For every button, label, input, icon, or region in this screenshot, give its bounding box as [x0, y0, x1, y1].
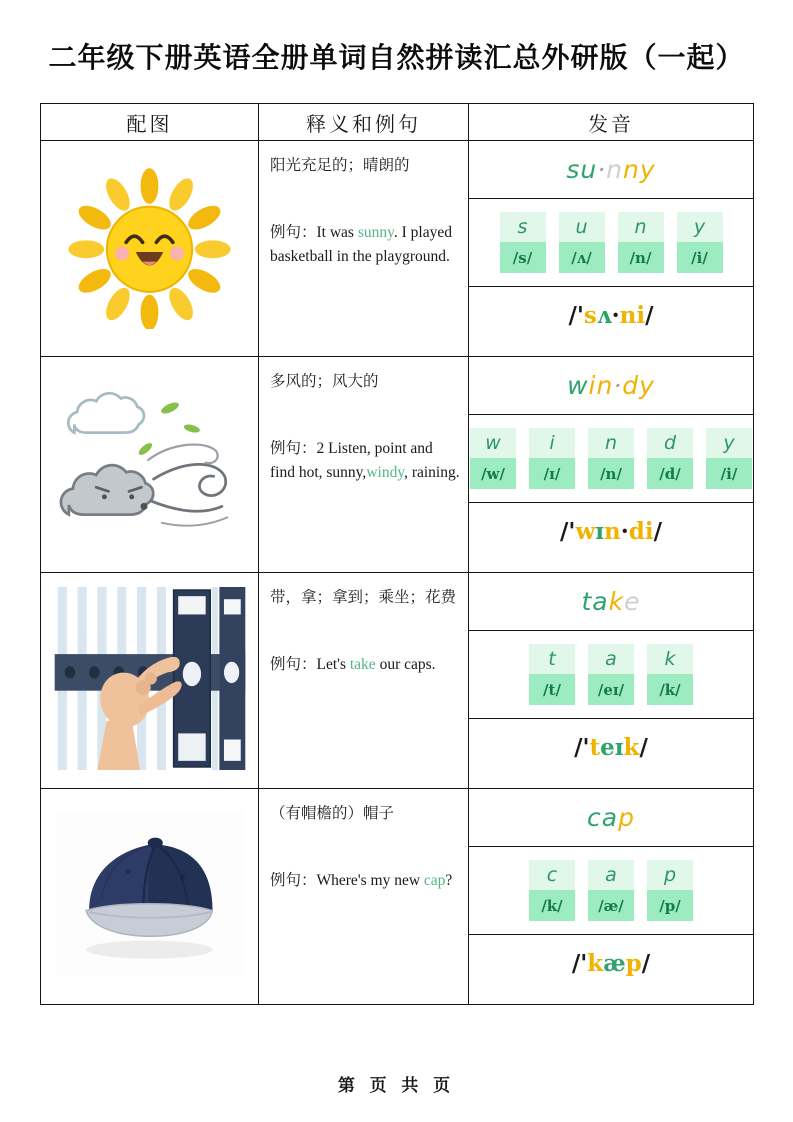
phoneme-block [500, 212, 546, 273]
illustration-cell [41, 141, 259, 357]
phoneme-letter: n [588, 428, 634, 458]
example-label: 例句： [270, 440, 317, 458]
phoneme-sound: /i/ [677, 242, 723, 273]
ipa-transcription: /' k æ p / [571, 949, 651, 977]
header-row [41, 104, 754, 141]
definition-cell [259, 573, 469, 789]
illustration-cell [41, 789, 259, 1005]
vocab-row [41, 573, 754, 789]
phoneme-sound: /d/ [647, 458, 693, 489]
illustration [47, 528, 252, 545]
example-label: 例句： [270, 656, 317, 674]
phoneme-letter: k [647, 644, 693, 674]
example-sentence [270, 653, 460, 676]
column-header-illustration: 配图 [41, 104, 259, 141]
phoneme-sound: /eɪ/ [588, 674, 634, 705]
phoneme-letter: w [470, 428, 516, 458]
example-sentence [270, 437, 460, 484]
word-meaning: （有帽檐的）帽子 [270, 805, 395, 822]
vocab-table [40, 103, 754, 1005]
word-syllables: ta k e [469, 573, 753, 631]
page-title: 二年级下册英语全册单词自然拼读汇总外研版（一起） [48, 42, 745, 73]
phoneme-letter: p [647, 860, 693, 890]
illustration [56, 965, 244, 982]
phoneme-letter: d [647, 428, 693, 458]
example-text: Let's take our caps. [316, 656, 436, 674]
example-label: 例句： [270, 872, 317, 890]
phoneme-sound: /n/ [618, 242, 664, 273]
hand-taking-binder-photo [54, 587, 246, 770]
word-meaning: 多风的；风大的 [270, 373, 379, 390]
phoneme-blocks [469, 415, 753, 503]
phoneme-letter: i [529, 428, 575, 458]
phoneme-block [677, 212, 723, 273]
phoneme-sound: /ʌ/ [559, 242, 605, 273]
ipa-transcription: /' w ɪ n · d i / [559, 517, 662, 545]
illustration [67, 316, 232, 333]
phoneme-sound: /k/ [647, 674, 693, 705]
phoneme-block [647, 428, 693, 489]
phoneme-letter: y [677, 212, 723, 242]
pronunciation-cell [469, 789, 754, 1005]
illustration-cell [41, 573, 259, 789]
definition-cell [259, 141, 469, 357]
phoneme-blocks [469, 199, 753, 287]
phoneme-sound: /n/ [588, 458, 634, 489]
phoneme-sound: /w/ [470, 458, 516, 489]
phoneme-letter: u [559, 212, 605, 242]
phoneme-block [647, 860, 693, 921]
navy-baseball-cap-photo [56, 810, 244, 978]
definition-cell [259, 357, 469, 573]
phoneme-sound: /i/ [706, 458, 752, 489]
word-syllables: w in · dy [469, 357, 753, 415]
phoneme-sound: /s/ [500, 242, 546, 273]
phoneme-block [588, 644, 634, 705]
word-meaning: 带，拿；拿到；乘坐；花费 [270, 589, 457, 606]
phoneme-block [647, 644, 693, 705]
word-syllables: ca p [469, 789, 753, 847]
phoneme-block [529, 428, 575, 489]
phoneme-letter: y [706, 428, 752, 458]
ipa-transcription: /' s ʌ · n i / [568, 301, 654, 329]
phoneme-blocks [469, 631, 753, 719]
ipa-transcription: /' t eɪ k / [574, 733, 648, 761]
phoneme-letter: t [529, 644, 575, 674]
page-footer: 第 页 共 页 [337, 1076, 456, 1095]
phoneme-letter: s [500, 212, 546, 242]
pronunciation-cell [469, 357, 754, 573]
phoneme-letter: n [618, 212, 664, 242]
vocab-table-body [41, 141, 754, 1005]
phoneme-sound: /k/ [529, 890, 575, 921]
phoneme-block [588, 428, 634, 489]
phoneme-sound: /t/ [529, 674, 575, 705]
phoneme-sound: /ɪ/ [529, 458, 575, 489]
phoneme-letter: a [588, 644, 634, 674]
example-text: It was sunny. I played basketball in the playground. [270, 224, 452, 265]
phoneme-block [618, 212, 664, 273]
phoneme-letter: c [529, 860, 575, 890]
phoneme-block [470, 428, 516, 489]
phoneme-block [588, 860, 634, 921]
word-meaning: 阳光充足的；晴朗的 [270, 157, 410, 174]
word-syllables: su · n ny [469, 141, 753, 199]
vocab-row [41, 141, 754, 357]
phoneme-block [529, 860, 575, 921]
sun-cartoon-illustration [67, 164, 232, 329]
definition-cell [259, 789, 469, 1005]
column-header-meaning-example: 释义和例句 [259, 104, 469, 141]
phoneme-sound: /p/ [647, 890, 693, 921]
example-text: 2 Listen, point and find hot, sunny,windy, raining. [270, 440, 460, 481]
phoneme-block [706, 428, 752, 489]
example-sentence [270, 221, 460, 268]
phoneme-block [559, 212, 605, 273]
column-header-pronunciation: 发音 [469, 104, 754, 141]
phoneme-sound: /æ/ [588, 890, 634, 921]
windy-clouds-illustration [47, 383, 252, 541]
phoneme-block [529, 644, 575, 705]
pronunciation-cell [469, 141, 754, 357]
phoneme-blocks [469, 847, 753, 935]
illustration [54, 757, 246, 774]
vocab-row [41, 357, 754, 573]
example-text: Where's my new cap? [316, 872, 453, 890]
illustration-cell [41, 357, 259, 573]
example-label: 例句： [270, 224, 317, 242]
example-sentence [270, 869, 460, 892]
vocab-row [41, 789, 754, 1005]
phoneme-letter: a [588, 860, 634, 890]
pronunciation-cell [469, 573, 754, 789]
